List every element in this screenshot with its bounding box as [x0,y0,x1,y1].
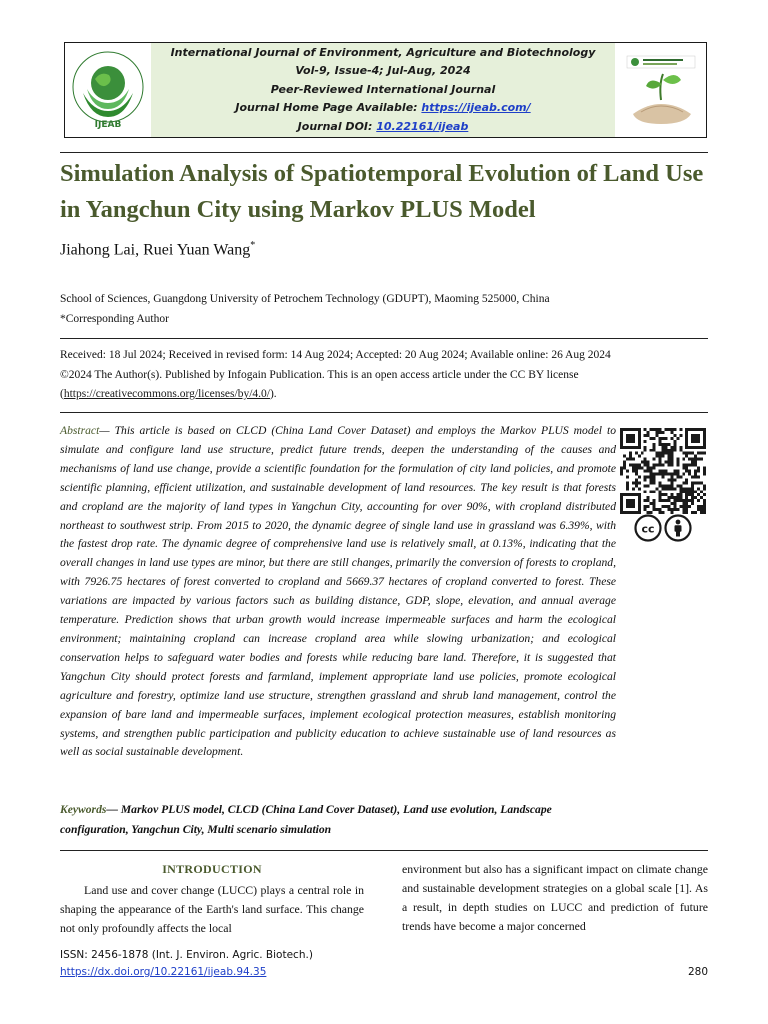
abstract [60,422,616,762]
peer-reviewed-label: Peer-Reviewed International Journal [270,82,496,96]
affiliation: School of Sciences, Guangdong University of Petrochem Technology (GDUPT), Maoming 525000, China [60,293,550,305]
abstract-label: Abstract [60,424,100,437]
license-line [60,385,660,405]
paper-title: Simulation Analysis of Spatiotemporal Evolution of Land Use in Yangchun City using Markov PLUS Model [60,160,704,223]
home-page-label: Journal Home Page Available: [235,101,422,115]
abstract-text: This article is based on CLCD (China Land Cover Dataset) and employs the Markov PLUS model to simulate and configure land use structure, predict future trends, deepen the understanding of the causes and mechanisms of land use change, provide a scientific foundation for the formulation of city land policies, and promote scientific planning, efficient utilization, and sustainable development of land resources. The key result is that forests and cropland are the majority of land types in Yangchun City, accounting for over 90%, with cropland distributed northeast to southwest strip. From 2015 to 2020, the dynamic degree of single land use in grassland was 6.39%, with the fastest drop rate. The dynamic degree of comprehensive land use is relatively small, at 0.13%, indicating that the overall changes in land use types are minor, but there are still changes, primarily the conversion of forests to cropland, with 7926.75 hectares of forest converted to cropland and 5669.37 hectares of cropland converted to forest. These variations are impacted by various factors such as building distance, GDP, slope, elevation, and annual average temperature. Prediction shows that urban growth would increase impermeable surfaces and harm the ecological environment; maintaining cropland can increase cropland area while slowing urbanization; and ecological conservation helps to safeguard water bodies and forests while reducing bare land. Therefore, it is suggested that Yangchun City should protect forests and farmland, implement appropriate land use policies, promote ecological agriculture and forestry, optimize land use structure, strengthen grassland and shrub land management, control the expansion of bare land and impermeable surfaces, implement ecological protection measures, establish monitoring systems, and strengthen public participation and publicity education to achieve sustainable use of land resources as well as social sustainable development. [60,424,616,759]
logo-text: IJEAB [94,120,122,130]
intro-left-column [60,860,364,938]
keywords-divider [60,850,708,851]
journal-info [151,43,615,137]
journal-name: International Journal of Environment, Agriculture and Biotechnology [170,45,596,59]
home-page-line [235,99,530,117]
qr-code-icon[interactable] [620,428,706,514]
header-divider [60,152,708,153]
introduction-heading: INTRODUCTION [162,862,262,876]
intro-right-column [402,860,708,936]
publication-dates [60,346,660,405]
keywords [60,800,616,839]
journal-doi-label: Journal DOI: [297,119,377,133]
intro-paragraph-right: environment but also has a significant impact on climate change and sustainable development strategies on a global scale [1]. As a result, in depth studies on LUCC and prediction of future trends have become a major concerned [402,862,708,934]
authors-line [60,240,255,259]
journal-cover-image [615,43,706,137]
page-footer [60,947,708,980]
journal-doi-line [298,118,469,136]
journal-doi-link[interactable]: 10.22161/ijeab [376,119,469,133]
home-page-link[interactable]: https://ijeab.com/ [421,101,531,115]
dates-divider [60,412,708,413]
keywords-dash: — [106,803,121,816]
cc-by-badge[interactable] [634,514,692,542]
license-open-paren: ( [60,388,64,400]
corresponding-mark: * [250,240,256,251]
journal-header [64,42,707,138]
page-number: 280 [687,966,708,978]
dates-line: Received: 18 Jul 2024; Received in revised form: 14 Aug 2024; Accepted: 20 Aug 2024; Available online: 26 Aug 2024 [60,349,611,361]
license-link[interactable]: https://creativecommons.org/licenses/by/4.0/ [63,388,270,400]
cc-icon [634,514,662,542]
journal-logo [65,43,151,137]
author-names: Jiahong Lai, Ruei Yuan Wang [60,241,251,259]
affiliation-block [60,290,550,329]
keywords-text: Markov PLUS model, CLCD (China Land Cover Dataset), Land use evolution, Landscape configuration, Yangchun City, Multi scenario simulation [60,803,552,836]
keywords-label: Keywords [60,803,107,816]
issn-line: ISSN: 2456-1878 (Int. J. Environ. Agric. Biotech.) [60,949,313,961]
article-doi-link[interactable]: https://dx.doi.org/10.22161/ijeab.94.35 [60,965,267,978]
attribution-person-icon [664,514,692,542]
copyright-line: ©2024 The Author(s). Published by Infogain Publication. This is an open access article under the CC BY license [60,368,579,381]
journal-volume: Vol-9, Issue-4; Jul-Aug, 2024 [295,64,471,78]
affiliation-divider [60,338,708,339]
license-close-paren: ). [269,388,277,400]
abstract-dash: — [99,424,115,437]
intro-paragraph-left: Land use and cover change (LUCC) plays a central role in shaping the appearance of the Earth's land surface. This change not only profoundly affects the local [60,883,364,936]
corresponding-author-note: *Corresponding Author [60,312,169,325]
cc-text: cc [641,522,655,536]
